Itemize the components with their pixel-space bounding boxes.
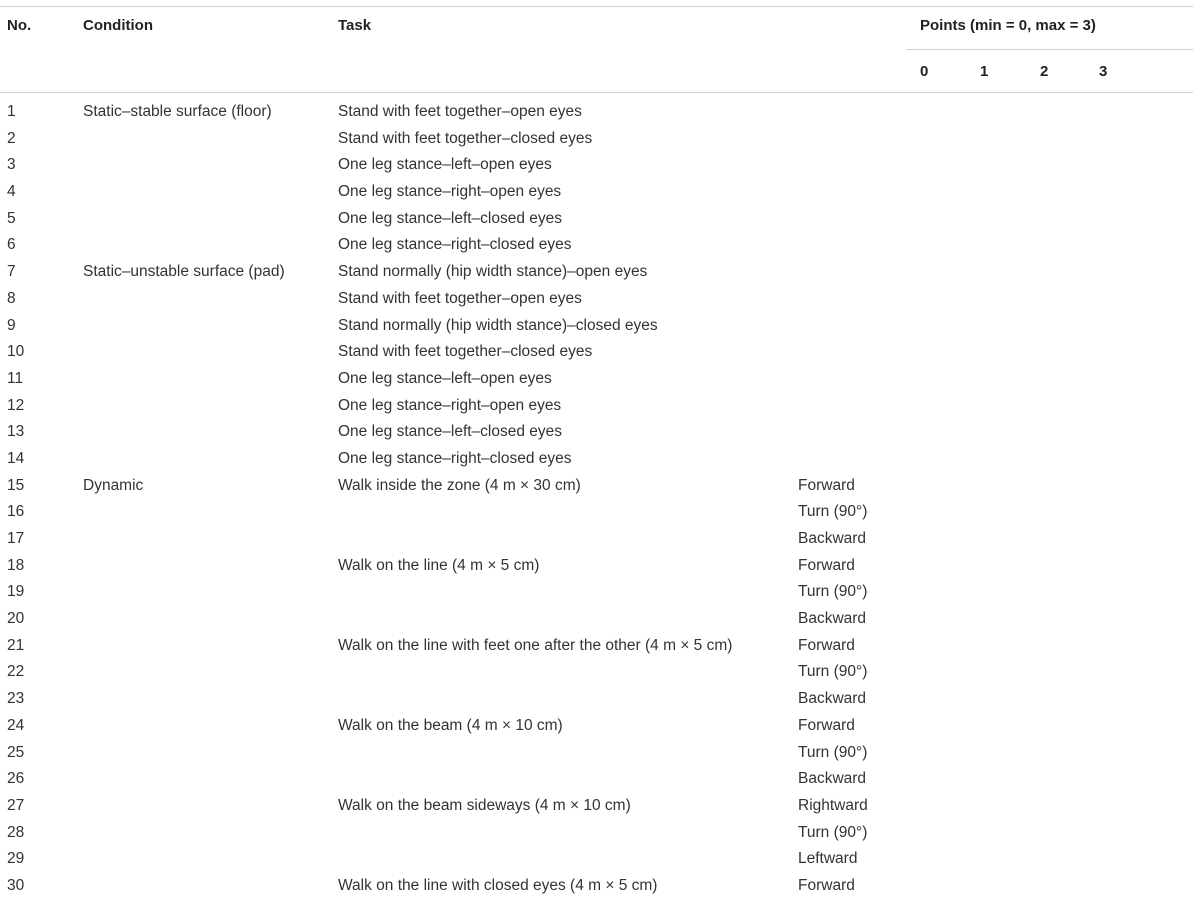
table-row — [0, 259, 1200, 286]
row-task: One leg stance–left–closed eyes — [338, 423, 563, 441]
table-top-rule — [0, 6, 1193, 7]
row-task: Walk on the beam sideways (4 m × 10 cm) — [338, 796, 631, 814]
row-number: 15 — [7, 476, 25, 494]
table-row — [0, 686, 1200, 713]
row-direction: Rightward — [798, 796, 868, 814]
row-task: One leg stance–right–open eyes — [338, 183, 562, 201]
row-task: Walk on the line with feet one after the other (4 m × 5 cm) — [338, 636, 733, 654]
row-task: One leg stance–right–closed eyes — [338, 236, 572, 254]
row-task: One leg stance–left–closed eyes — [338, 209, 563, 227]
row-direction: Turn (90°) — [798, 823, 868, 841]
row-number: 23 — [7, 690, 25, 708]
table-row — [0, 366, 1200, 393]
table-row — [0, 232, 1200, 259]
row-direction: Leftward — [798, 850, 858, 868]
row-number: 3 — [7, 156, 16, 174]
table-row — [0, 873, 1200, 900]
table-row — [0, 579, 1200, 606]
row-task: Walk on the line (4 m × 5 cm) — [338, 556, 540, 574]
row-direction: Backward — [798, 690, 867, 708]
table-row — [0, 846, 1200, 873]
row-number: 30 — [7, 876, 25, 894]
row-task: One leg stance–right–closed eyes — [338, 449, 572, 467]
table-row — [0, 419, 1200, 446]
row-direction: Turn (90°) — [798, 583, 868, 601]
row-number: 14 — [7, 449, 25, 467]
table-row — [0, 286, 1200, 313]
row-number: 16 — [7, 503, 25, 521]
row-number: 27 — [7, 796, 25, 814]
row-task: One leg stance–right–open eyes — [338, 396, 562, 414]
row-direction: Backward — [798, 610, 867, 628]
row-number: 5 — [7, 209, 16, 227]
table-row — [0, 499, 1200, 526]
row-task: Walk on the beam (4 m × 10 cm) — [338, 716, 563, 734]
table-row — [0, 152, 1200, 179]
row-number: 10 — [7, 343, 25, 361]
row-direction: Forward — [798, 476, 855, 494]
row-number: 8 — [7, 289, 16, 307]
row-number: 22 — [7, 663, 25, 681]
row-task: Stand with feet together–open eyes — [338, 103, 582, 120]
table-row — [0, 339, 1200, 366]
row-number: 13 — [7, 423, 25, 441]
row-direction: Turn (90°) — [798, 743, 868, 761]
table-row — [0, 766, 1200, 793]
row-number: 24 — [7, 716, 25, 734]
row-number: 7 — [7, 263, 16, 281]
header-points: Points (min = 0, max = 3) — [920, 17, 1096, 34]
table-row — [0, 606, 1200, 633]
row-direction: Turn (90°) — [798, 663, 868, 681]
row-condition: Dynamic — [83, 476, 144, 494]
header-point-2: 2 — [1040, 63, 1049, 80]
row-direction: Turn (90°) — [798, 503, 868, 521]
header-bottom-rule — [0, 92, 1193, 93]
row-number: 28 — [7, 823, 25, 841]
row-direction: Forward — [798, 636, 855, 654]
row-number: 2 — [7, 129, 16, 147]
table-row — [0, 740, 1200, 767]
header-condition: Condition — [83, 17, 153, 34]
row-task: Walk on the line with closed eyes (4 m × 5 cm) — [338, 876, 658, 894]
table-row — [0, 313, 1200, 340]
table-row — [0, 99, 1200, 126]
row-direction: Forward — [798, 876, 855, 894]
table-row — [0, 659, 1200, 686]
row-number: 17 — [7, 530, 25, 547]
row-number: 25 — [7, 743, 25, 761]
table-row — [0, 713, 1200, 740]
row-direction: Backward — [798, 770, 867, 788]
row-task: One leg stance–left–open eyes — [338, 369, 552, 387]
row-number: 20 — [7, 610, 25, 628]
table-row — [0, 126, 1200, 153]
row-number: 19 — [7, 583, 25, 601]
row-direction: Forward — [798, 716, 855, 734]
table-row — [0, 553, 1200, 580]
row-number: 4 — [7, 183, 16, 201]
row-direction: Forward — [798, 556, 855, 574]
table-row — [0, 206, 1200, 233]
row-number: 21 — [7, 636, 25, 654]
row-number: 18 — [7, 556, 25, 574]
row-task: Stand normally (hip width stance)–open eyes — [338, 263, 648, 281]
header-point-0: 0 — [920, 63, 929, 80]
header-point-3: 3 — [1099, 63, 1108, 80]
row-number: 26 — [7, 770, 25, 788]
table-row — [0, 179, 1200, 206]
header-no: No. — [7, 17, 32, 34]
row-number: 11 — [7, 369, 24, 387]
table-row — [0, 526, 1200, 553]
row-task: Stand with feet together–open eyes — [338, 289, 582, 307]
row-number: 12 — [7, 396, 25, 414]
table-row — [0, 446, 1200, 473]
row-task: Walk inside the zone (4 m × 30 cm) — [338, 476, 581, 494]
row-task: Stand normally (hip width stance)–closed eyes — [338, 316, 658, 334]
row-task: Stand with feet together–closed eyes — [338, 343, 593, 361]
row-condition: Static–unstable surface (pad) — [83, 263, 285, 281]
row-task: One leg stance–left–open eyes — [338, 156, 552, 174]
header-task: Task — [338, 17, 372, 34]
table-row — [0, 473, 1200, 500]
row-number: 29 — [7, 850, 25, 868]
row-number: 1 — [7, 103, 16, 120]
row-number: 9 — [7, 316, 16, 334]
table-row — [0, 633, 1200, 660]
row-task: Stand with feet together–closed eyes — [338, 129, 593, 147]
row-direction: Backward — [798, 530, 867, 547]
table-row — [0, 393, 1200, 420]
row-number: 6 — [7, 236, 16, 254]
header-point-1: 1 — [980, 63, 989, 80]
table-body — [0, 99, 1200, 900]
table-row — [0, 793, 1200, 820]
table-row — [0, 820, 1200, 847]
row-condition: Static–stable surface (floor) — [83, 103, 272, 120]
points-header-rule — [906, 49, 1193, 50]
